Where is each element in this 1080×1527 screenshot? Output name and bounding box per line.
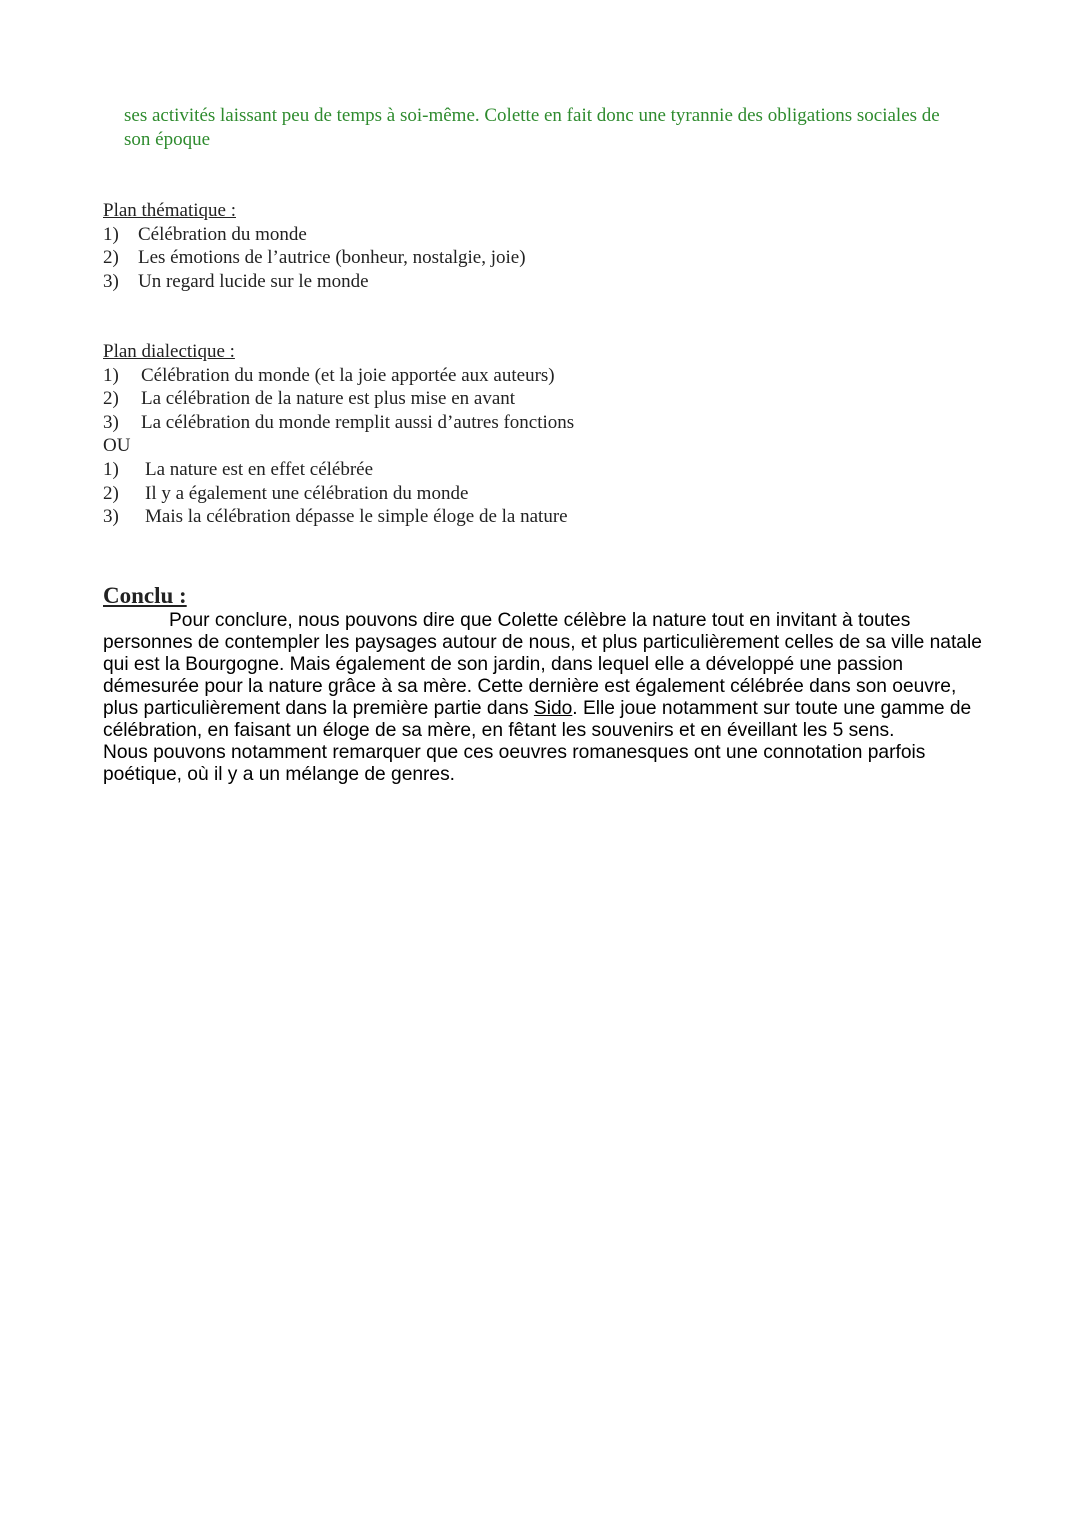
sido-title: Sido [533,698,573,719]
item-text: Célébration du monde [138,223,307,245]
item-text: La nature est en effet célébrée [145,458,374,480]
list-item [103,364,574,388]
plan-thematique [103,199,526,293]
item-text: La célébration de la nature est plus mise en avant [141,388,516,410]
intro-continuation [124,104,1004,152]
list-item [103,246,526,270]
list-item [103,411,574,435]
item-number: 2) [103,482,119,504]
conclusion-text-before-link: Pour conclure, nous pouvons dire que Colette célèbre la nature tout en invitant à toutes personnes de contempler les paysages autour de nous, et plus particulièrement celles de sa ville natale qui est la Bourgogne. Mais également de son jardin, dans lequel elle a développé une passion démesurée pour la nature grâce à sa mère. Cette dernière est également célébrée dans son oeuvre, plus particulièrement dans la première partie dans [103,610,982,719]
item-number: 1) [103,223,119,245]
conclusion-section [103,582,993,786]
item-number: 1) [103,458,119,480]
item-number: 1) [103,364,119,386]
item-number: 2) [103,388,119,410]
intro-line-2: son époque [124,129,211,150]
conclusion-text-after-link: . Elle joue notamment sur toute une gamme de célébration, en faisant un éloge de sa mère, en fêtant les souvenirs et en éveillant les 5 sens. [103,698,972,741]
item-text: La célébration du monde remplit aussi d’autres fonctions [141,411,575,433]
item-number: 3) [103,270,119,292]
list-item [103,505,574,529]
list-item [103,458,574,482]
list-item [103,482,574,506]
list-item [103,223,526,247]
item-text: Mais la célébration dépasse le simple éloge de la nature [145,506,568,528]
item-number: 2) [103,247,119,269]
item-text: Célébration du monde (et la joie apportée aux auteurs) [141,364,555,386]
list-item [103,270,526,294]
item-number: 3) [103,411,119,433]
item-text: Les émotions de l’autrice (bonheur, nostalgie, joie) [138,247,526,269]
plan-separator: OU [103,435,131,457]
plan-dialectique-heading: Plan dialectique : [103,341,235,362]
conclusion-paragraph-2: Nous pouvons notamment remarquer que ces oeuvres romanesques ont une connotation parfois poétique, où il y a un mélange de genres. [103,742,926,785]
plan-dialectique [103,340,574,529]
item-text: Il y a également une célébration du monde [145,482,469,504]
conclusion-paragraph-1 [103,610,993,742]
intro-line-1: ses activités laissant peu de temps à soi-même. Colette en fait donc une tyrannie des obligations sociales de [124,105,940,126]
conclusion-heading: Conclu : [103,583,187,608]
list-item [103,387,574,411]
plan-thematique-heading: Plan thématique : [103,200,236,221]
item-text: Un regard lucide sur le monde [138,270,369,292]
item-number: 3) [103,506,119,528]
